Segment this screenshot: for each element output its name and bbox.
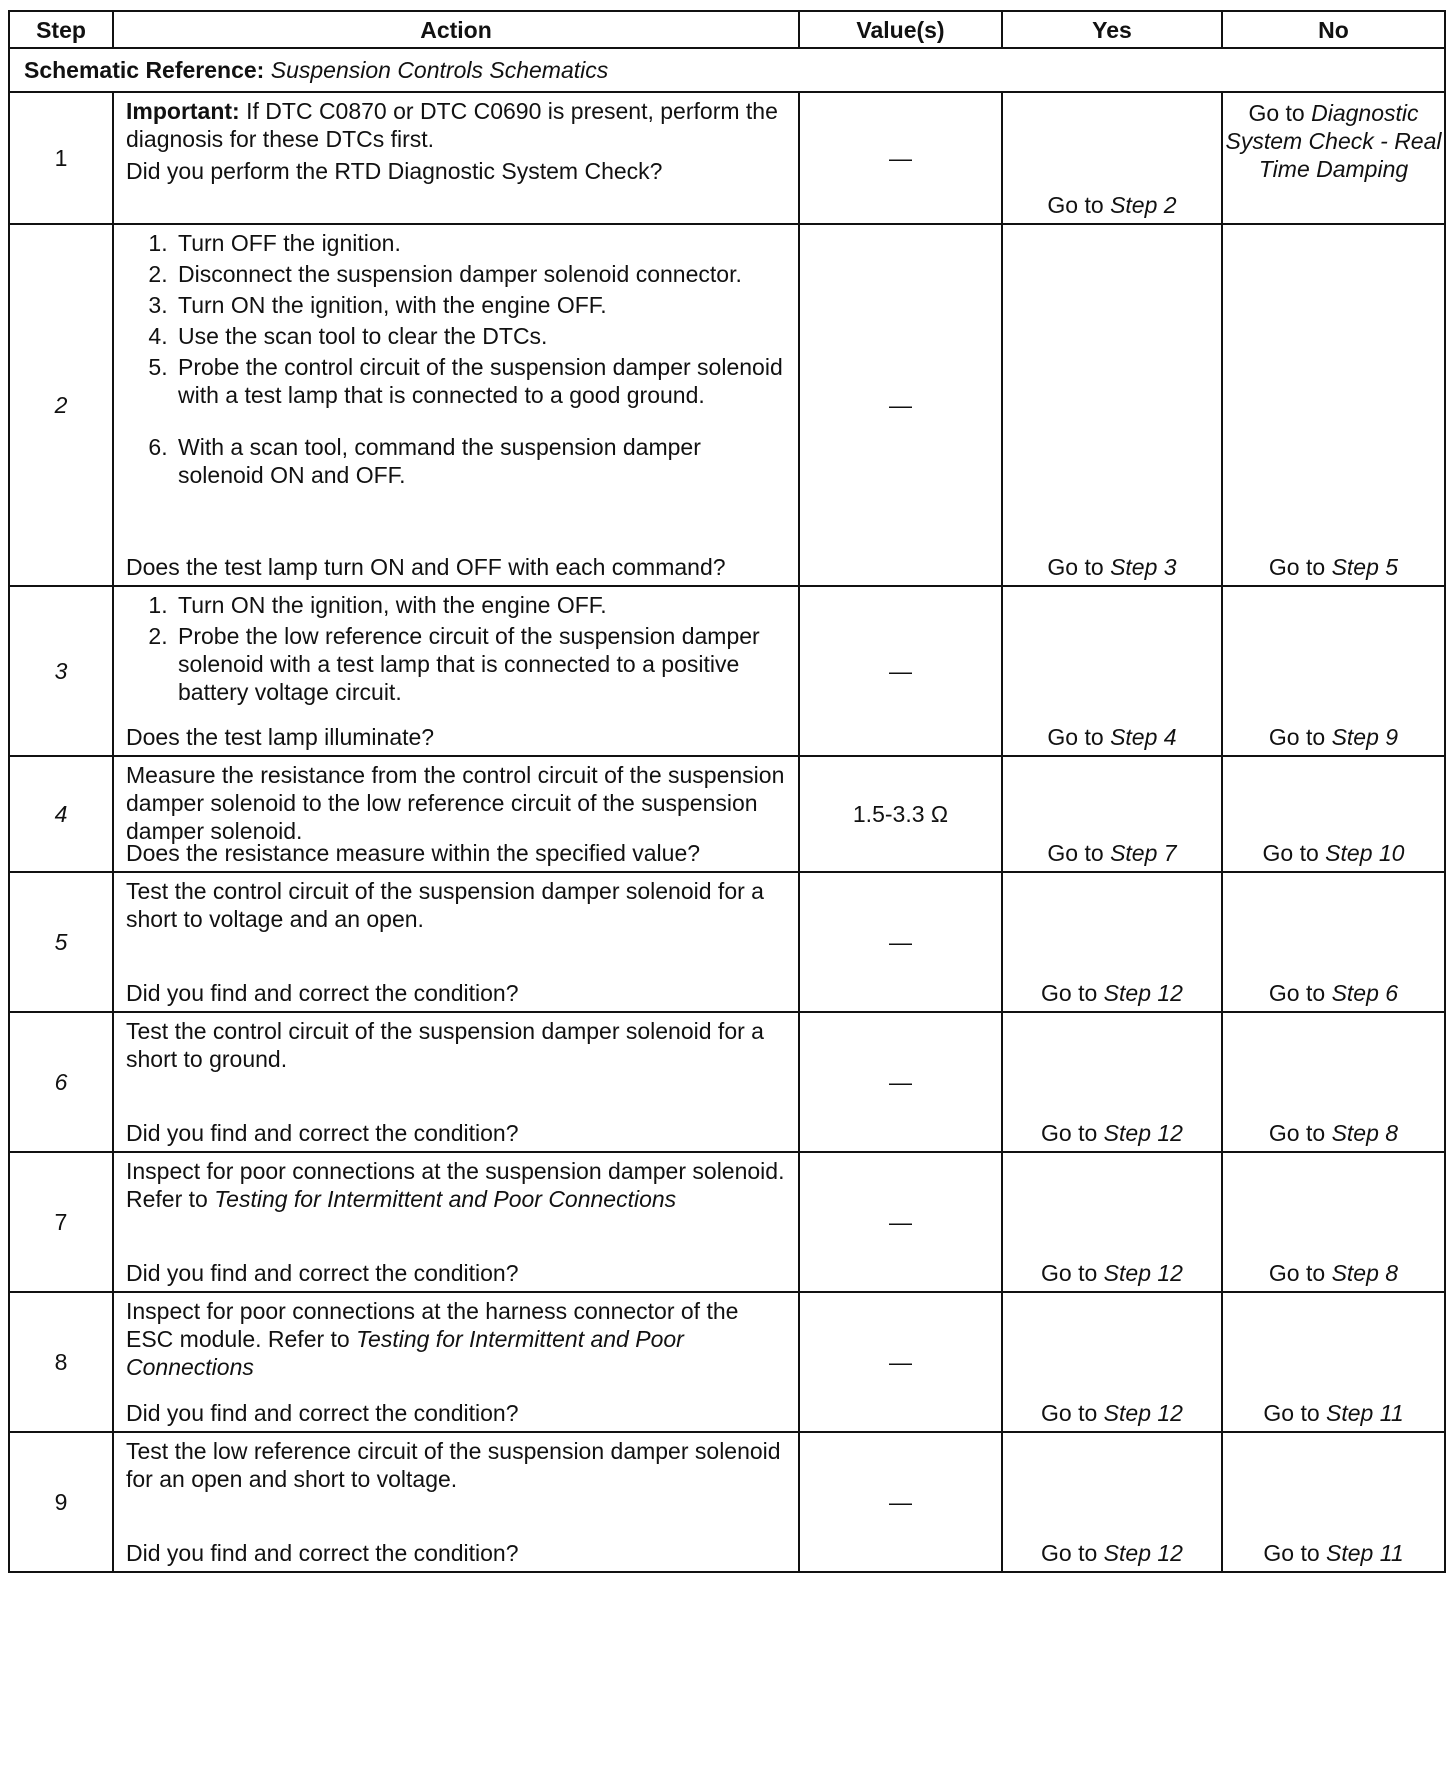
step-number: 4 — [9, 756, 113, 872]
step-number: 8 — [9, 1292, 113, 1432]
yes-goto[interactable]: Go to Step 12 — [1041, 1120, 1183, 1146]
important-label: Important: — [126, 98, 240, 124]
no-goto[interactable]: Go to Step 5 — [1268, 554, 1399, 580]
no-goto[interactable]: Go to Step 10 — [1262, 840, 1405, 866]
action-question: Did you find and correct the condition? — [126, 1260, 519, 1286]
yes-goto[interactable]: Go to Step 12 — [1041, 1260, 1183, 1286]
value-cell: — — [799, 224, 1002, 586]
no-cell — [1222, 1152, 1445, 1292]
no-cell — [1222, 224, 1445, 586]
yes-goto[interactable]: Go to Step 7 — [1047, 840, 1177, 866]
yes-cell — [1002, 92, 1222, 224]
step-number: 6 — [9, 1012, 113, 1152]
header-values: Value(s) — [799, 11, 1002, 48]
value-cell: — — [799, 92, 1002, 224]
yes-cell — [1002, 756, 1222, 872]
action-text: Test the control circuit of the suspension damper solenoid for a short to voltage and an open. — [126, 878, 764, 932]
yes-goto[interactable]: Go to Step 12 — [1041, 1540, 1183, 1566]
action-question: Does the test lamp illuminate? — [126, 724, 435, 750]
step-number: 5 — [9, 872, 113, 1012]
action-cell — [113, 92, 799, 224]
action-steps — [126, 229, 788, 489]
action-step-item: 3. Turn ON the ignition, with the engine OFF. — [174, 291, 788, 319]
yes-cell — [1002, 586, 1222, 756]
action-question: Did you find and correct the condition? — [126, 1400, 519, 1426]
action-question: Does the resistance measure within the specified value? — [126, 840, 701, 866]
yes-goto[interactable]: Go to Step 12 — [1041, 1400, 1183, 1426]
table-row — [9, 1292, 1445, 1432]
step-number: 7 — [9, 1152, 113, 1292]
step-number: 2 — [9, 224, 113, 586]
action-text: Test the control circuit of the suspension damper solenoid for a short to ground. — [126, 1018, 764, 1072]
no-cell — [1222, 872, 1445, 1012]
no-goto[interactable]: Go to Step 9 — [1268, 724, 1399, 750]
no-goto[interactable]: Go to Diagnostic System Check - Real Time Damping — [1225, 100, 1442, 182]
action-cell — [113, 1152, 799, 1292]
header-yes: Yes — [1002, 11, 1222, 48]
action-question: Does the test lamp turn ON and OFF with each command? — [126, 554, 726, 580]
action-question: Did you perform the RTD Diagnostic System Check? — [126, 158, 663, 184]
yes-goto[interactable]: Go to Step 12 — [1041, 980, 1183, 1006]
yes-cell — [1002, 1012, 1222, 1152]
table-row — [9, 92, 1445, 224]
yes-cell — [1002, 1152, 1222, 1292]
value-cell: — — [799, 1152, 1002, 1292]
yes-cell — [1002, 224, 1222, 586]
action-step-item: 5. Probe the control circuit of the suspension damper solenoid with a test lamp that is connected to a good ground. — [174, 353, 788, 409]
action-cell — [113, 224, 799, 586]
no-cell — [1222, 756, 1445, 872]
value-cell: — — [799, 586, 1002, 756]
action-question: Did you find and correct the condition? — [126, 1120, 519, 1146]
no-cell — [1222, 1292, 1445, 1432]
table-row — [9, 224, 1445, 586]
action-step-item: 1. Turn OFF the ignition. — [174, 229, 788, 257]
no-cell — [1222, 92, 1445, 224]
action-text: Test the low reference circuit of the suspension damper solenoid for an open and short to voltage. — [126, 1438, 781, 1492]
value-cell: — — [799, 1012, 1002, 1152]
yes-cell — [1002, 1292, 1222, 1432]
action-step-item: 2. Disconnect the suspension damper solenoid connector. — [174, 260, 788, 288]
table-row — [9, 1432, 1445, 1572]
action-cell — [113, 756, 799, 872]
value-cell: — — [799, 1432, 1002, 1572]
table-row — [9, 756, 1445, 872]
table-row — [9, 586, 1445, 756]
action-question: Did you find and correct the condition? — [126, 980, 519, 1006]
no-cell — [1222, 1012, 1445, 1152]
schematic-link[interactable]: Suspension Controls Schematics — [270, 57, 609, 83]
action-cell — [113, 586, 799, 756]
diagnostic-table — [8, 10, 1446, 1573]
action-text: Measure the resistance from the control circuit of the suspension damper solenoid to the low reference circuit of the suspension damper solenoid. — [126, 762, 785, 844]
action-step-item: 2. Probe the low reference circuit of the suspension damper solenoid with a test lamp that is connected to a positive battery voltage circuit. — [174, 622, 788, 706]
schematic-label: Schematic Reference: — [24, 57, 265, 83]
value-cell: — — [799, 872, 1002, 1012]
yes-goto[interactable]: Go to Step 3 — [1047, 554, 1177, 580]
schematic-reference-row — [9, 48, 1445, 92]
action-cell — [113, 1432, 799, 1572]
action-question: Did you find and correct the condition? — [126, 1540, 519, 1566]
action-step-item: 6. With a scan tool, command the suspension damper solenoid ON and OFF. — [174, 433, 788, 489]
no-cell — [1222, 1432, 1445, 1572]
no-goto[interactable]: Go to Step 8 — [1268, 1120, 1399, 1146]
header-action: Action — [113, 11, 799, 48]
action-text: Inspect for poor connections at the harness connector of the ESC module. Refer to — [126, 1298, 739, 1352]
yes-cell — [1002, 872, 1222, 1012]
reference-link[interactable]: Testing for Intermittent and Poor Connections — [126, 1326, 684, 1380]
no-goto[interactable]: Go to Step 11 — [1263, 1540, 1404, 1566]
header-row — [9, 11, 1445, 48]
action-cell — [113, 1292, 799, 1432]
action-text: Inspect for poor connections at the suspension damper solenoid. Refer to — [126, 1158, 785, 1212]
yes-goto[interactable]: Go to Step 2 — [1047, 192, 1177, 218]
yes-goto[interactable]: Go to Step 4 — [1047, 724, 1177, 750]
action-step-item: 1. Turn ON the ignition, with the engine OFF. — [174, 591, 788, 619]
no-cell — [1222, 586, 1445, 756]
important-text: If DTC C0870 or DTC C0690 is present, perform the diagnosis for these DTCs first. — [126, 98, 778, 152]
action-step-item: 4. Use the scan tool to clear the DTCs. — [174, 322, 788, 350]
step-number: 1 — [9, 92, 113, 224]
step-number: 9 — [9, 1432, 113, 1572]
table-row — [9, 872, 1445, 1012]
action-cell — [113, 1012, 799, 1152]
header-no: No — [1222, 11, 1445, 48]
table-row — [9, 1152, 1445, 1292]
no-goto[interactable]: Go to Step 11 — [1263, 1400, 1404, 1426]
no-goto[interactable]: Go to Step 6 — [1268, 980, 1399, 1006]
value-cell: 1.5-3.3 Ω — [799, 756, 1002, 872]
yes-cell — [1002, 1432, 1222, 1572]
table-row — [9, 1012, 1445, 1152]
value-cell: — — [799, 1292, 1002, 1432]
action-cell — [113, 872, 799, 1012]
header-step: Step — [9, 11, 113, 48]
reference-link[interactable]: Testing for Intermittent and Poor Connections — [214, 1186, 677, 1212]
no-goto[interactable]: Go to Step 8 — [1268, 1260, 1399, 1286]
step-number: 3 — [9, 586, 113, 756]
action-steps — [126, 591, 788, 706]
